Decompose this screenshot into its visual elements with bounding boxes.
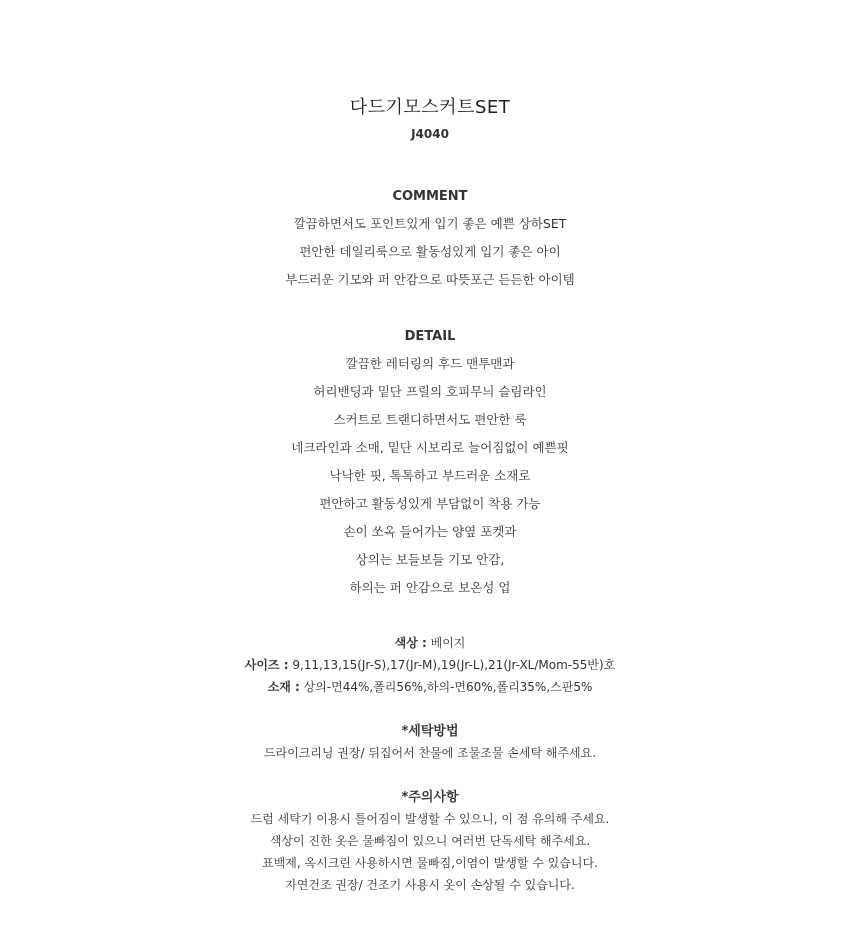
detail-line: 스커트로 트랜디하면서도 편안한 룩 (333, 412, 527, 427)
detail-line: 허리밴딩과 밑단 프릴의 호피무늬 슬림라인 (313, 384, 547, 399)
comment-heading: COMMENT (392, 189, 468, 204)
detail-line: 상의는 보들보들 기모 안감, (355, 552, 505, 567)
washing-line: 드라이크리닝 권장/ 뒤집어서 찬물에 조물조물 손세탁 해주세요. (263, 746, 597, 760)
detail-heading: DETAIL (404, 329, 456, 344)
detail-line: 네크라인과 소매, 밑단 시보리로 늘어짐없이 예쁜핏 (291, 440, 569, 455)
detail-line: 편안하고 활동성있게 부담없이 착용 가능 (319, 496, 541, 511)
caution-line: 드럼 세탁기 이용시 틀어짐이 발생할 수 있으니, 이 점 유의해 주세요. (250, 812, 610, 826)
caution-heading: *주의사항 (401, 790, 459, 805)
color-value: 베이지 (430, 636, 466, 650)
material-spec (0, 681, 860, 693)
comment-line: 깔끔하면서도 포인트있게 입기 좋은 예쁜 상하SET (293, 216, 567, 231)
caution-line: 표백제, 옥시크린 사용하시면 물빠짐,이염이 발생할 수 있습니다. (262, 856, 598, 870)
material-label: 소재 : (267, 680, 300, 694)
material-value: 상의-면44%,폴리56%,하의-면60%,폴리35%,스판5% (303, 680, 593, 694)
detail-line: 손이 쏘옥 들어가는 양옆 포켓과 (343, 524, 517, 539)
color-spec (0, 637, 860, 649)
caution-line: 색상이 진한 옷은 물빠짐이 있으니 여러번 단독세탁 해주세요. (269, 834, 591, 848)
size-value: 9,11,13,15(Jr-S),17(Jr-M),19(Jr-L),21(Jr-XL/Mom-55반)호 (292, 658, 616, 672)
detail-line: 깔끔한 레터링의 후드 맨투맨과 (345, 356, 515, 371)
size-spec (0, 659, 860, 671)
comment-line: 부드러운 기모와 퍼 안감으로 따뜻포근 든든한 아이템 (285, 272, 575, 287)
detail-line: 하의는 퍼 안감으로 보온성 업 (349, 580, 511, 595)
size-label: 사이즈 : (244, 658, 289, 672)
caution-line: 자연건조 권장/ 건조기 사용시 옷이 손상될 수 있습니다. (285, 878, 575, 892)
product-title: 다드기모스커트SET (349, 97, 511, 118)
color-label: 색상 : (394, 636, 427, 650)
product-code: J4040 (411, 127, 449, 141)
washing-heading: *세탁방법 (401, 724, 459, 739)
comment-line: 편안한 데일리룩으로 활동성있게 입기 좋은 아이 (299, 244, 561, 259)
detail-line: 낙낙한 핏, 톡톡하고 부드러운 소재로 (329, 468, 531, 483)
